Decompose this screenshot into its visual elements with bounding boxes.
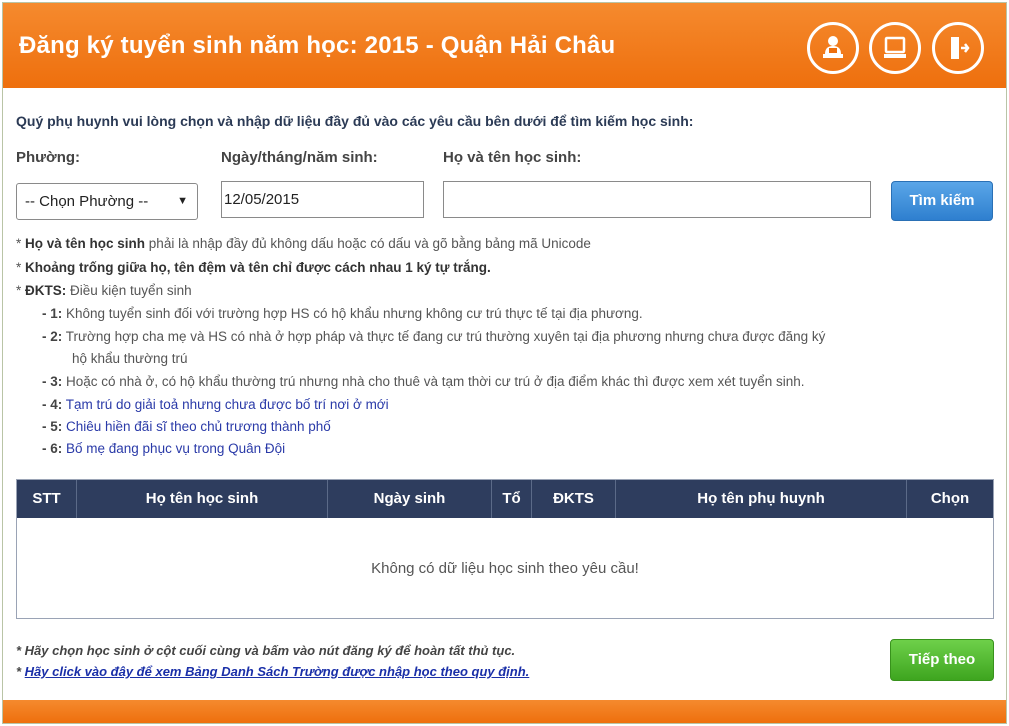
students-table: [16, 479, 994, 619]
note-name-format: * Họ và tên học sinh phải là nhập đầy đủ không dấu hoặc có dấu và gõ bằng bảng mã Unicode: [16, 236, 591, 251]
page-footer-bar: [3, 700, 1006, 723]
next-button[interactable]: Tiếp theo: [890, 639, 994, 681]
footnote-instruction: * Hãy chọn học sinh ở cột cuối cùng và bấm vào nút đăng ký để hoàn tất thủ tục.: [16, 643, 516, 658]
dkts-item-continuation: hộ khẩu thường trú: [72, 351, 188, 366]
dkts-item: - 5: Chiêu hiền đãi sĩ theo chủ trương thành phố: [42, 419, 331, 434]
column-header-stt: STT: [17, 480, 77, 518]
instruction-text: Quý phụ huynh vui lòng chọn và nhập dữ liệu đầy đủ vào các yêu cầu bên dưới để tìm kiếm học sinh:: [16, 113, 694, 129]
exit-icon: [943, 33, 973, 63]
school-list-link[interactable]: Hãy click vào đây để xem Bảng Danh Sách Trường được nhập học theo quy định.: [24, 664, 530, 679]
dob-input[interactable]: 12/05/2015: [221, 181, 424, 218]
note-dkts: * ĐKTS: Điều kiện tuyển sinh: [16, 283, 192, 298]
search-button[interactable]: Tìm kiếm: [891, 181, 993, 221]
footnote-link-line: * Hãy click vào đây để xem Bảng Danh Sách Trường được nhập học theo quy định.: [16, 664, 530, 679]
dkts-item: - 1: Không tuyển sinh đối với trường hợp HS có hộ khẩu nhưng không cư trú thực tế tại địa phương.: [42, 306, 643, 321]
dkts-item: - 3: Hoặc có nhà ở, có hộ khẩu thường trú nhưng nhà cho thuê và tạm thời cư trú ở địa điểm khác thì được xem xét tuyển sinh.: [42, 374, 805, 389]
ward-select[interactable]: [16, 183, 198, 220]
dob-label: Ngày/tháng/năm sinh:: [221, 149, 378, 166]
registration-button[interactable]: [807, 22, 859, 74]
ward-label: Phường:: [16, 149, 81, 166]
student-name-label: Họ và tên học sinh:: [443, 149, 582, 166]
dkts-item: - 2: Trường hợp cha mẹ và HS có nhà ở hợp pháp và thực tế đang cư trú thường xuyên tại địa phương nhưng chưa được đăng ký: [42, 329, 826, 344]
computer-icon: [880, 33, 910, 63]
dropdown-arrow-icon: ▼: [177, 195, 188, 207]
note-spacing: * Khoảng trống giữa họ, tên đệm và tên chỉ được cách nhau 1 ký tự trắng.: [16, 260, 491, 275]
empty-table-message: Không có dữ liệu học sinh theo yêu cầu!: [371, 560, 639, 577]
column-header-parent-name: Họ tên phụ huynh: [616, 480, 907, 518]
student-name-input[interactable]: [443, 181, 871, 218]
column-header-select: Chọn: [930, 490, 970, 507]
column-header-student-name: Họ tên học sinh: [77, 480, 328, 518]
page-title: Đăng ký tuyển sinh năm học: 2015 - Quận Hải Châu: [19, 32, 616, 59]
ward-select-value: -- Chọn Phường --: [25, 193, 149, 210]
column-header-dob: Ngày sinh: [328, 480, 492, 518]
dkts-item: - 4: Tạm trú do giải toả nhưng chưa được bố trí nơi ở mới: [42, 397, 389, 412]
computer-button[interactable]: [869, 22, 921, 74]
column-header-group: Tổ: [492, 480, 532, 518]
column-header-dkts: ĐKTS: [532, 480, 616, 518]
registration-icon: [818, 33, 848, 63]
exit-button[interactable]: [932, 22, 984, 74]
page-header: [3, 3, 1006, 88]
dkts-item: - 6: Bố mẹ đang phục vụ trong Quân Đội: [42, 441, 286, 456]
table-header: [17, 480, 993, 518]
